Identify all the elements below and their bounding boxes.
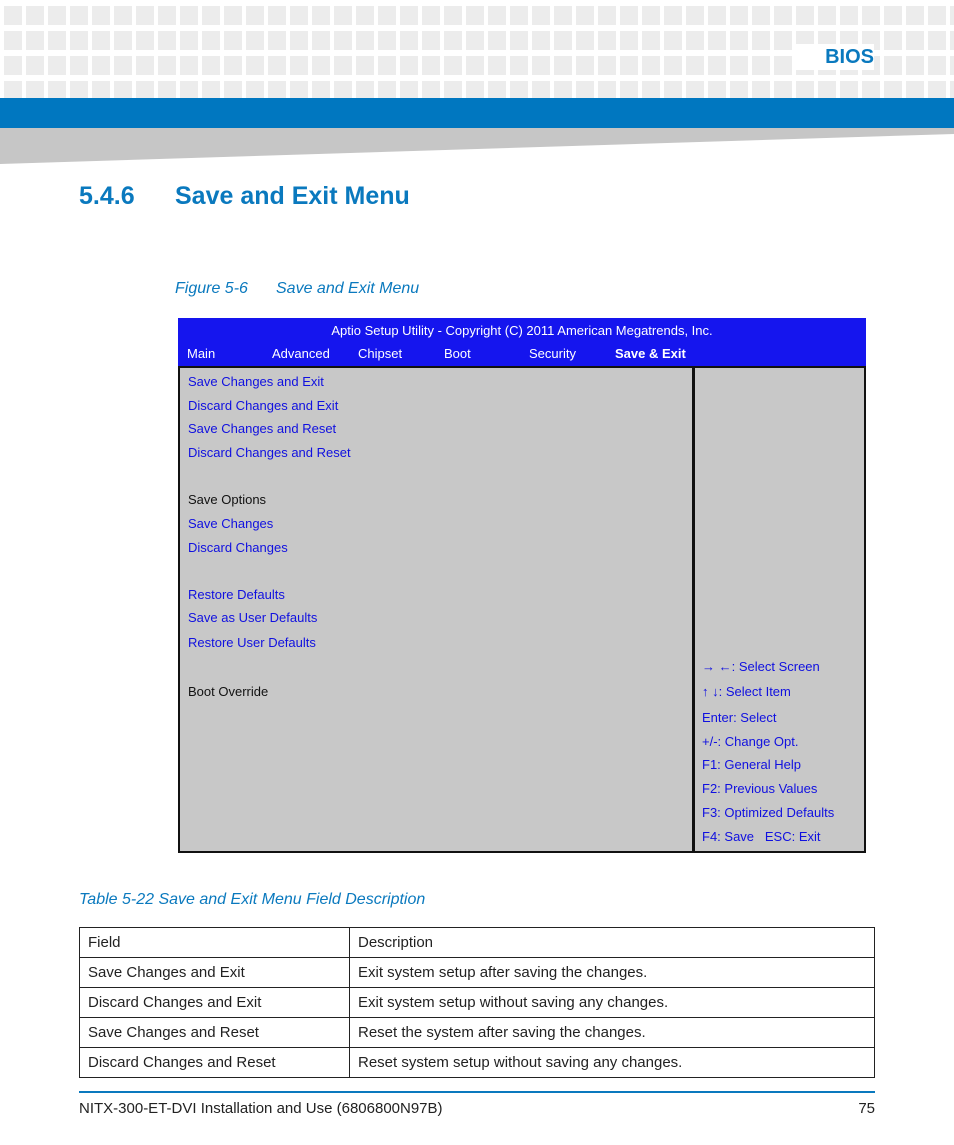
footer-divider <box>79 1091 875 1093</box>
tab-chipset[interactable]: Chipset <box>358 346 403 361</box>
figure-caption <box>175 280 419 298</box>
section-number: 5.4.6 <box>79 182 135 210</box>
tab-security[interactable]: Security <box>529 346 576 361</box>
table-cell-description: Exit system setup after saving the changes. <box>350 958 875 988</box>
menu-label-save-options: Save Options <box>188 492 267 507</box>
menu-item-restore-defaults[interactable]: Restore Defaults <box>188 587 285 602</box>
menu-item-save-user-defaults[interactable]: Save as User Defaults <box>188 610 318 625</box>
menu-item-restore-user-defaults[interactable]: Restore User Defaults <box>188 635 316 650</box>
section-heading <box>79 182 410 211</box>
table-row <box>80 1018 875 1048</box>
table-header-description: Description <box>350 928 875 958</box>
table-cell-field: Discard Changes and Exit <box>80 988 350 1018</box>
menu-item-discard-changes[interactable]: Discard Changes <box>188 540 288 555</box>
table-cell-field: Save Changes and Exit <box>80 958 350 988</box>
table-cell-description: Reset the system after saving the changes. <box>350 1018 875 1048</box>
field-description-table <box>79 927 875 1078</box>
help-general-help: F1: General Help <box>702 757 801 772</box>
table-cell-field: Discard Changes and Reset <box>80 1048 350 1078</box>
tab-boot[interactable]: Boot <box>444 346 471 361</box>
help-previous-values: F2: Previous Values <box>702 781 818 796</box>
header-wedge <box>0 128 954 164</box>
menu-item-discard-changes-reset[interactable]: Discard Changes and Reset <box>188 445 351 460</box>
table-row <box>80 988 875 1018</box>
table-row <box>80 1048 875 1078</box>
menu-item-save-changes[interactable]: Save Changes <box>188 516 274 531</box>
bios-screenshot <box>178 318 866 853</box>
table-cell-field: Save Changes and Reset <box>80 1018 350 1048</box>
table-cell-description: Exit system setup without saving any changes. <box>350 988 875 1018</box>
menu-item-save-changes-reset[interactable]: Save Changes and Reset <box>188 421 337 436</box>
menu-item-discard-changes-exit[interactable]: Discard Changes and Exit <box>188 398 339 413</box>
bios-help-panel <box>692 366 866 853</box>
section-title: Save and Exit Menu <box>175 182 410 210</box>
header-band <box>0 98 954 128</box>
table-caption: Table 5-22 Save and Exit Menu Field Description <box>79 891 426 908</box>
help-enter-select: Enter: Select <box>702 710 777 725</box>
bios-title-bar <box>178 318 866 368</box>
figure-number: Figure 5-6 <box>175 280 248 297</box>
help-select-item: ↑ ↓: Select Item <box>702 684 791 699</box>
table-header-field: Field <box>80 928 350 958</box>
help-change-opt: +/-: Change Opt. <box>702 734 799 749</box>
tab-save-exit[interactable]: Save & Exit <box>615 346 686 361</box>
menu-item-save-changes-exit[interactable]: Save Changes and Exit <box>188 374 324 389</box>
help-optimized-defaults: F3: Optimized Defaults <box>702 805 835 820</box>
figure-title: Save and Exit Menu <box>276 280 420 297</box>
footer-page-number: 75 <box>858 1100 875 1117</box>
table-cell-description: Reset system setup without saving any changes. <box>350 1048 875 1078</box>
tab-main[interactable]: Main <box>187 346 216 361</box>
table-row <box>80 958 875 988</box>
bios-title: Aptio Setup Utility - Copyright (C) 2011 American Megatrends, Inc. <box>331 323 713 338</box>
help-select-screen: → ←: Select Screen <box>702 659 820 674</box>
help-save-exit: F4: Save ESC: Exit <box>702 829 821 844</box>
footer-doc-title: NITX-300-ET-DVI Installation and Use (6806800N97B) <box>79 1100 443 1117</box>
chapter-label: BIOS <box>794 44 874 70</box>
tab-advanced[interactable]: Advanced <box>272 346 330 361</box>
menu-label-boot-override: Boot Override <box>188 684 269 699</box>
table-header-row <box>80 928 875 958</box>
bios-menu-panel <box>178 366 694 853</box>
